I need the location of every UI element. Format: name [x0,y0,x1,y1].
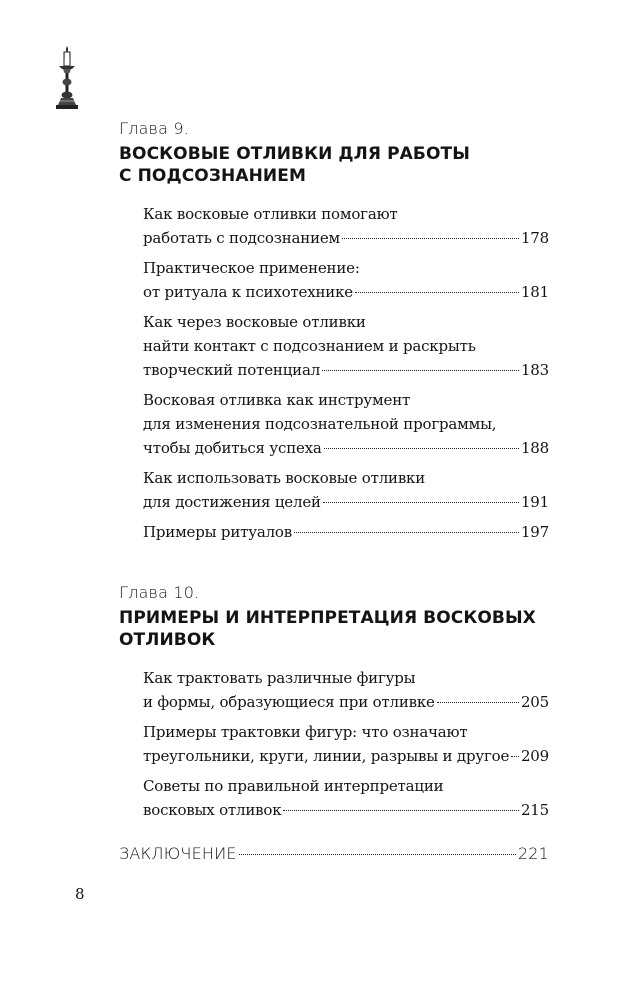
entry-text: для достижения целей [143,493,321,511]
chapter-entries [143,666,549,822]
entry-last-line [143,358,549,382]
toc-entry[interactable] [143,388,549,460]
chapter-9 [119,118,549,544]
entry-text: чтобы добиться успеха [143,439,322,457]
entry-line: Восковая отливка как инструмент [143,391,411,409]
conclusion-page: 221 [517,844,549,863]
chapter-title [119,607,549,651]
entry-page: 191 [520,493,549,511]
chapter-label: Глава 10. [119,583,200,602]
entry-text: творческий потенциал [143,361,321,379]
entry-page: 215 [520,801,549,819]
toc-entry[interactable] [143,256,549,304]
table-of-contents [119,118,549,863]
entry-last-line [143,520,549,544]
candlestick-icon [55,44,79,112]
entry-page: 183 [520,361,549,379]
entry-line: Как использовать восковые отливки [143,469,426,487]
chapter-entries [143,202,549,544]
entry-line: Примеры трактовки фигур: что означают [143,723,468,741]
entry-page: 178 [520,229,549,247]
chapter-10 [119,582,549,822]
entry-line: Как восковые отливки помогают [143,205,398,223]
entry-page: 181 [520,283,549,301]
dot-leader [239,854,516,855]
chapter-title-line: ОТЛИВОК [119,630,216,650]
entry-page: 205 [520,693,549,711]
dot-leader [294,532,519,533]
toc-entry-conclusion[interactable] [119,844,549,863]
toc-entry[interactable] [143,666,549,714]
toc-entry[interactable] [143,720,549,768]
toc-entry[interactable] [143,202,549,250]
entry-page: 197 [520,523,549,541]
toc-entry[interactable] [143,466,549,514]
entry-page: 188 [520,439,549,457]
toc-entry[interactable] [143,310,549,382]
entry-text: восковых отливок [143,801,282,819]
chapter-label: Глава 9. [119,119,190,138]
entry-line: для изменения подсознательной программы, [143,415,497,433]
entry-line: Как трактовать различные фигуры [143,669,416,687]
dot-leader [324,448,519,449]
entry-last-line [143,490,549,514]
entry-last-line [143,436,549,460]
entry-last-line [143,280,549,304]
chapter-title-line: С ПОДСОЗНАНИЕМ [119,166,306,186]
dot-leader [322,370,519,371]
entry-last-line [143,690,549,714]
entry-text: от ритуала к психотехнике [143,283,353,301]
dot-leader [323,502,519,503]
chapter-title-line: ПРИМЕРЫ И ИНТЕРПРЕТАЦИЯ ВОСКОВЫХ [119,608,536,628]
entry-text: треугольники, круги, линии, разрывы и другое [143,747,510,765]
dot-leader [437,702,519,703]
conclusion-label: ЗАКЛЮЧЕНИЕ [119,844,237,863]
entry-text: работать с подсознанием [143,229,341,247]
toc-entry[interactable] [143,774,549,822]
page-number: 8 [75,885,85,903]
entry-line: найти контакт с подсознанием и раскрыть [143,337,476,355]
entry-text: Примеры ритуалов [143,523,293,541]
chapter-title [119,143,549,187]
entry-last-line [143,226,549,250]
entry-text: и формы, образующиеся при отливке [143,693,435,711]
entry-line: Советы по правильной интерпретации [143,777,444,795]
dot-leader [511,756,519,757]
dot-leader [283,810,519,811]
toc-entry[interactable] [143,520,549,544]
entry-line: Как через восковые отливки [143,313,366,331]
entry-last-line [143,798,549,822]
entry-line: Практическое применение: [143,259,360,277]
entry-page: 209 [520,747,549,765]
dot-leader [355,292,519,293]
dot-leader [342,238,519,239]
entry-last-line [143,744,549,768]
chapter-title-line: ВОСКОВЫЕ ОТЛИВКИ ДЛЯ РАБОТЫ [119,144,470,164]
